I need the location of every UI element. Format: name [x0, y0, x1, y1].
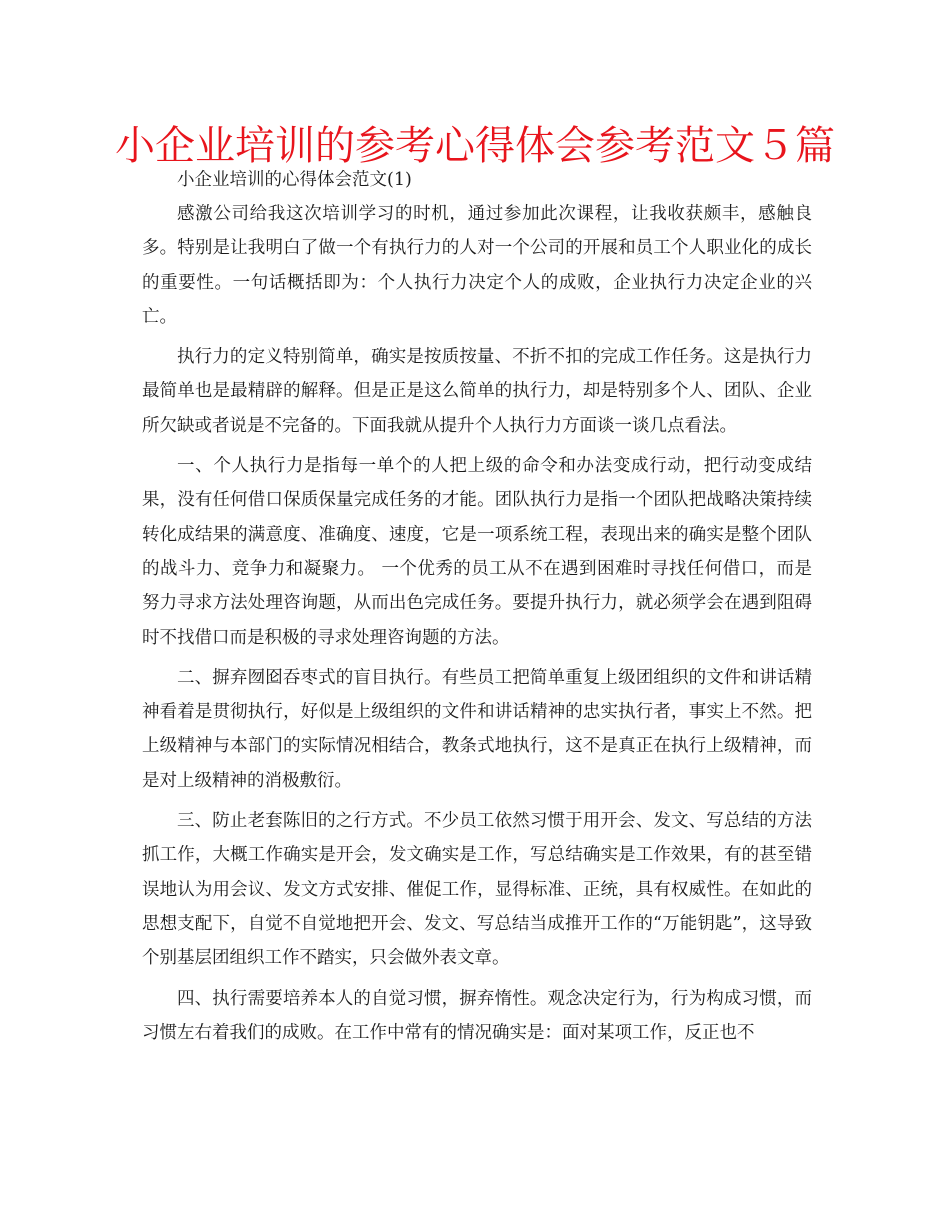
- paragraph-2: 执行力的定义特别简单，确实是按质按量、不折不扣的完成工作任务。这是执行力最简单也是最精辟的解释。但是正是这么简单的执行力，却是特别多个人、团队、企业所欠缺或者说是不完备的。下面我就从提升个人执行力方面谈一谈几点看法。: [142, 347, 812, 436]
- paragraph-3: 一、个人执行力是指每一单个的人把上级的命令和办法变成行动，把行动变成结果，没有任何借口保质保量完成任务的才能。团队执行力是指一个团队把战略决策持续转化成结果的满意度、准确度、速度，它是一项系统工程，表现出来的确实是整个团队的战斗力、竞争力和凝聚力。 一个优秀的员工从不在遇到困难时寻找任何借口，而是努力寻求方法处理咨询题，从而出色完成任务。要提升执行力，就必须学会在遇到阻碍时不找借口而是积极的寻求处理咨询题的方法。: [142, 456, 812, 648]
- document-subtitle: 小企业培训的心得体会范文(1): [177, 170, 412, 190]
- document-body: [142, 163, 812, 1050]
- document-title: 小企业培训的参考心得体会参考范文５篇: [115, 123, 835, 169]
- paragraph-4: 二、摒弃囫囵吞枣式的盲目执行。有些员工把简单重复上级团组织的文件和讲话精神看着是贯彻执行，好似是上级组织的文件和讲话精神的忠实执行者，事实上不然。把上级精神与本部门的实际情况相结合，教条式地执行，这不是真正在执行上级精神，而是对上级精神的消极敷衍。: [142, 667, 812, 791]
- paragraph-1: 感激公司给我这次培训学习的时机，通过参加此次课程，让我收获颇丰，感触良多。特别是让我明白了做一个有执行力的人对一个公司的开展和员工个人职业化的成长的重要性。一句话概括即为：个人执行力决定个人的成败，企业执行力决定企业的兴亡。: [142, 204, 812, 327]
- paragraph-5: 三、防止老套陈旧的之行方式。不少员工依然习惯于用开会、发文、写总结的方法抓工作，大概工作确实是开会，发文确实是工作，写总结确实是工作效果，有的甚至错误地认为用会议、发文方式安排、催促工作，显得标准、正统，具有权威性。在如此的思想支配下，自觉不自觉地把开会、发文、写总结当成推开工作的“万能钥匙”，这导致个别基层团组织工作不踏实，只会做外表文章。: [142, 811, 812, 969]
- paragraph-6: 四、执行需要培养本人的自觉习惯，摒弃惰性。观念决定行为，行为构成习惯，而习惯左右着我们的成败。在工作中常有的情况确实是：面对某项工作，反正也不: [142, 988, 812, 1043]
